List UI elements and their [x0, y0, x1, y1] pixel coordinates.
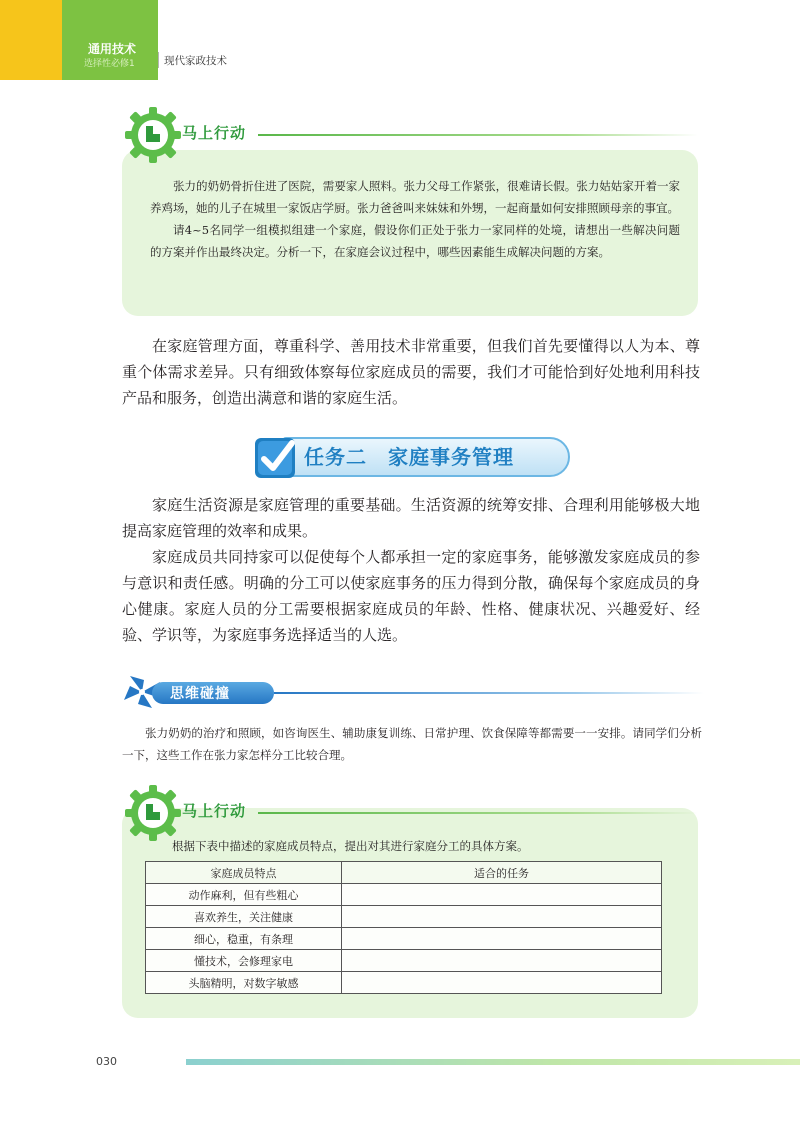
- footer-bar: [186, 1059, 800, 1065]
- table-row: [146, 906, 662, 928]
- column-header: 家庭成员特点: [146, 862, 342, 884]
- action-rule-2: [258, 812, 698, 814]
- trait-cell: 头脑精明，对数字敏感: [146, 972, 342, 994]
- table-row: [146, 884, 662, 906]
- paragraph: 家庭成员共同持家可以促使每个人都承担一定的家庭事务，能够激发家庭成员的参与意识和责任感。明确的分工可以使家庭事务的压力得到分散，确保每个家庭成员的身心健康。家庭人员的分工需要根据家庭成员的年龄、性格、健康状况、兴趣爱好、经验、学识等，为家庭事务选择适当的人选。: [122, 548, 700, 644]
- member-task-table: [145, 861, 662, 994]
- think-title: 思维碰撞: [170, 686, 230, 702]
- paragraph: 在家庭管理方面，尊重科学、善用技术非常重要，但我们首先要懂得以人为本、尊重个体需求差异。只有细致体察每位家庭成员的需要，我们才可能恰到好处地利用科技产品和服务，创造出满意和谐的家庭生活。: [122, 337, 700, 407]
- table-row: [146, 972, 662, 994]
- trait-cell: 细心，稳重，有条理: [146, 928, 342, 950]
- table-row: [146, 928, 662, 950]
- header-separator: [158, 52, 159, 68]
- series-subtitle: 选择性必修1: [84, 59, 135, 69]
- section-text: [122, 492, 700, 648]
- header-yellow-block: [0, 0, 62, 80]
- checkmark-icon: [252, 433, 302, 483]
- action-title-2: 马上行动: [182, 802, 247, 820]
- think-rule: [274, 692, 704, 694]
- table-header-row: [146, 862, 662, 884]
- action-title-1: 马上行动: [182, 124, 247, 142]
- paragraph: 张力的奶奶骨折住进了医院，需要家人照料。张力父母工作紧张，很难请长假。张力姑姑家开着一家养鸡场，她的儿子在城里一家饭店学厨。张力爸爸叫来妹妹和外甥，一起商量如何安排照顾母亲的事宜。: [150, 179, 680, 215]
- think-text: [122, 722, 702, 766]
- book-title: 现代家政技术: [164, 55, 227, 67]
- trait-cell: 动作麻利，但有些粗心: [146, 884, 342, 906]
- task-cell: [342, 906, 662, 928]
- column-header: 适合的任务: [342, 862, 662, 884]
- task-cell: [342, 950, 662, 972]
- page-number: 030: [96, 1055, 117, 1068]
- action-header-1: [122, 104, 702, 166]
- task-cell: [342, 884, 662, 906]
- task-title: 任务二 家庭事务管理: [304, 445, 514, 469]
- task-banner: [252, 433, 572, 483]
- think-header: [122, 672, 702, 712]
- instruction-text: 根据下表中描述的家庭成员特点，提出对其进行家庭分工的具体方案。: [172, 839, 529, 853]
- paragraph: 请4~5名同学一组模拟组建一个家庭，假设你们正处于张力一家同样的处境，请想出一些解决问题的方案并作出最终决定。分析一下，在家庭会议过程中，哪些因素能生成解决问题的方案。: [150, 223, 680, 259]
- gear-hand-icon: [122, 104, 184, 166]
- trait-cell: 懂技术，会修理家电: [146, 950, 342, 972]
- paragraph: 家庭生活资源是家庭管理的重要基础。生活资源的统筹安排、合理利用能够极大地提高家庭管理的效率和成果。: [122, 496, 700, 540]
- action-text-1: [150, 175, 680, 263]
- trait-cell: 喜欢养生，关注健康: [146, 906, 342, 928]
- series-title: 通用技术: [88, 42, 137, 56]
- task-cell: [342, 928, 662, 950]
- paragraph: 张力奶奶的治疗和照顾，如咨询医生、辅助康复训练、日常护理、饮食保障等都需要一一安排。请同学们分析一下，这些工作在张力家怎样分工比较合理。: [122, 726, 702, 762]
- table-row: [146, 950, 662, 972]
- intro-text: [122, 333, 700, 411]
- action-instruction: [172, 835, 672, 857]
- action-rule-1: [258, 134, 698, 136]
- task-cell: [342, 972, 662, 994]
